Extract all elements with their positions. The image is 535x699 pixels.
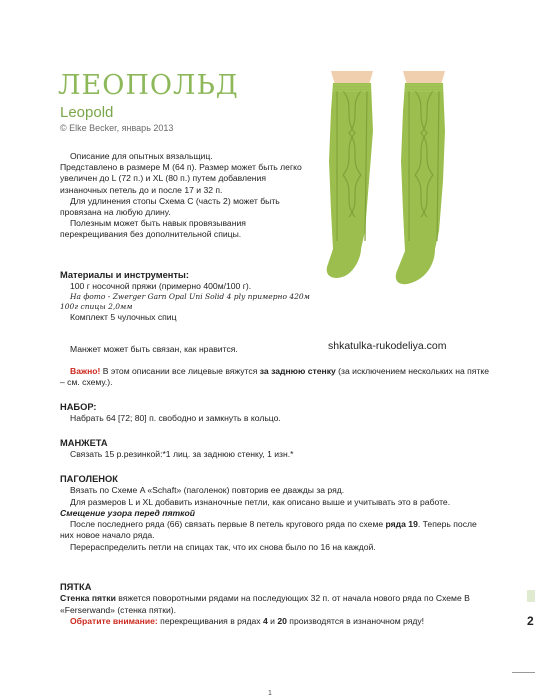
important-text-b: (за исключением нескольких на пятке – см. схему.).: [60, 366, 490, 388]
heel-heading: ПЯТКА: [60, 582, 92, 592]
materials-yarn: 100 г носочной пряжи (примерно 400м/100 г).: [70, 281, 252, 292]
page-number: 1: [268, 690, 272, 697]
heel-text: вяжется поворотными рядами на последующих 32 п. от начала нового ряда по Схеме В «Ferserwand» (стенка пятки).: [60, 593, 470, 615]
materials-heading: Материалы и инструменты:: [60, 270, 189, 280]
attention-row-a: 4: [262, 615, 268, 626]
cast-on-text: Набрать 64 [72; 80] п. свободно и замкнуть в кольцо.: [70, 413, 281, 424]
attention-row-b: 20: [277, 615, 287, 626]
important-text-a: В этом описании все лицевые вяжутся: [100, 366, 260, 376]
cast-on-section: [60, 402, 490, 425]
leg-section: [60, 474, 490, 553]
important-label: Важно!: [70, 366, 101, 376]
cuff-note-text: Манжет может быть связан, как нравится.: [70, 344, 238, 354]
edge-page-number: 2: [527, 614, 534, 628]
intro-line-1: Описание для опытных вязальщиц.: [70, 151, 213, 161]
divider: [512, 672, 535, 673]
materials-needles: Комплект 5 чулочных спиц: [70, 312, 177, 323]
materials-photo-note: На фото - Zwerger Garn Opal Uni Solid 4 ply примерно 420м 100г спицы 2,0мм: [60, 292, 310, 312]
page-subtitle: Leopold: [60, 104, 114, 121]
heel-bold-lead: Стенка пятки: [60, 593, 116, 604]
important-bold: за заднюю стенку: [259, 366, 336, 376]
copyright-line: © Elke Becker, январь 2013: [60, 123, 174, 133]
shift-bold: ряда 19: [385, 519, 418, 530]
materials-block: [60, 270, 310, 324]
socks-photo: [303, 71, 515, 321]
intro-line-3: Для удлинения стопы Схема С (часть 2) может быть провязана на любую длину.: [60, 195, 280, 218]
site-watermark: shkatulka-rukodeliya.com: [328, 340, 447, 352]
intro-block: [60, 151, 310, 241]
attention-label: Обратите внимание:: [70, 615, 158, 626]
redistribute-text: Перераспределить петли на спицах так, что их снова было по 16 на каждой.: [70, 541, 376, 552]
attention-text: перекрещивания в рядах: [157, 615, 263, 626]
cuff-heading: МАНЖЕТА: [60, 438, 108, 448]
edge-thumbnail: [527, 590, 535, 602]
shift-text-b: . Теперь после них новое начало ряда.: [60, 519, 477, 541]
cuff-text: Связать 15 р.резинкой:*1 лиц. за заднюю стенку, 1 изн.*: [70, 449, 294, 460]
shift-heading: Смещение узора перед пяткой: [60, 507, 196, 518]
leg-heading: ПАГОЛЕНОК: [60, 474, 118, 484]
heel-section: [60, 582, 490, 627]
leg-line-1: Вязать по Схеме A «Schaft» (паголенок) повторив ее дважды за ряд.: [70, 485, 345, 496]
intro-line-2: Представлено в размере M (64 п). Размер может быть легко увеличен до L (72 п.) и XL (80 п.) путем добавления изнаночных петель до и после 17 и 32 п.: [60, 162, 302, 195]
leg-line-2: Для размеров L и XL добавить изнаночные петли, как описано выше и учитывать это в работе.: [70, 496, 451, 507]
page-title: ЛЕОПОЛЬД: [58, 70, 239, 101]
cuff-section: [60, 438, 490, 461]
cuff-note: [60, 344, 310, 355]
cast-on-heading: НАБОР:: [60, 402, 97, 412]
important-note: [60, 366, 490, 389]
intro-line-4: Полезным может быть навык провязывания перекрещивания без дополнительной спицы.: [60, 218, 246, 240]
shift-text-a: После последнего ряда (66) связать первые 8 петель кругового ряда по схеме: [70, 519, 386, 530]
attention-and: и: [267, 615, 278, 626]
attention-end: производятся в изнаночном ряду!: [286, 615, 425, 626]
